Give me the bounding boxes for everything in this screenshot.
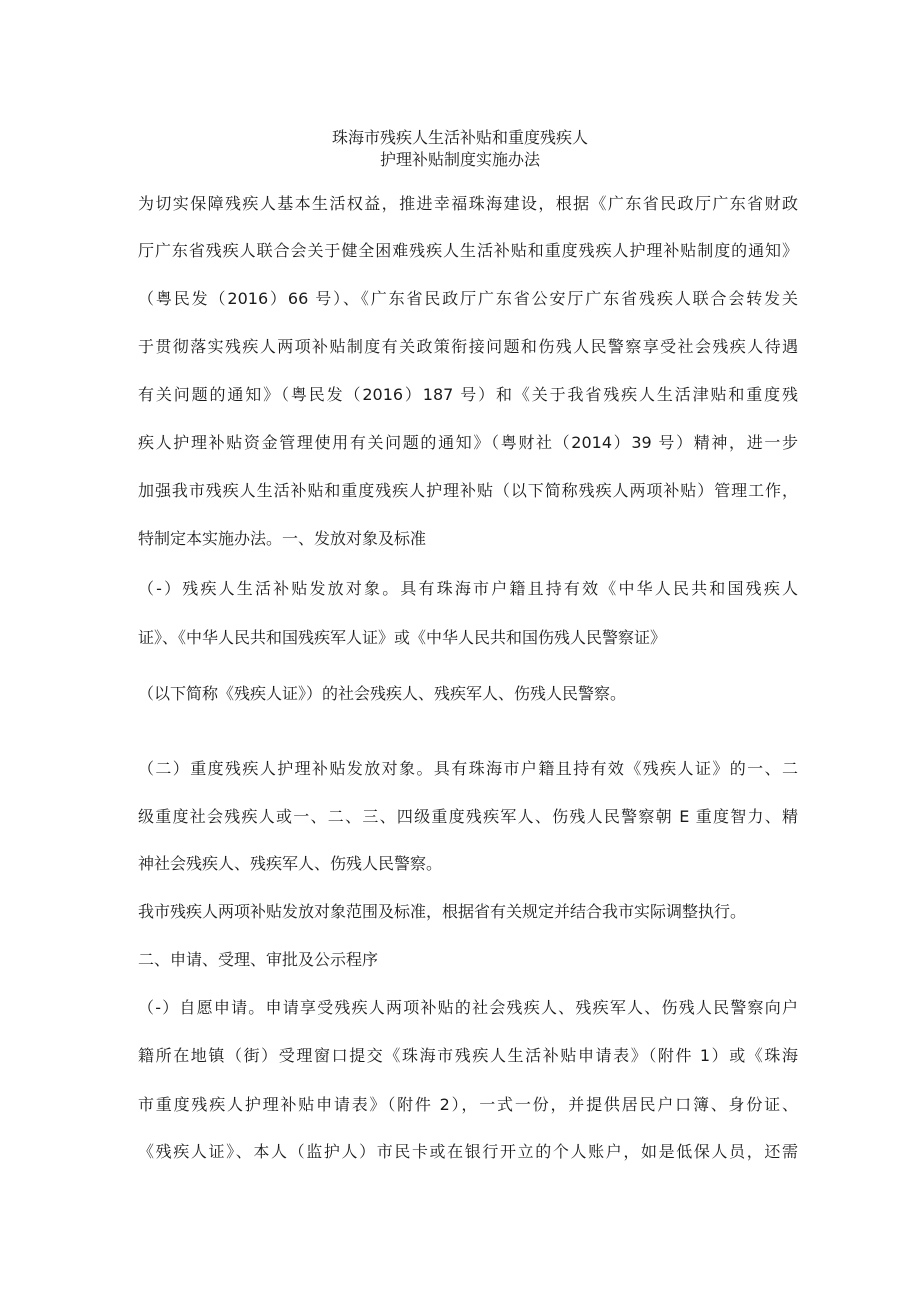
body-line: 市重度残疾人护理补贴申请表》（附件 2），一式一份，并提供居民户口簿、身份证、 bbox=[138, 1095, 798, 1114]
document-title-line-1: 珠海市残疾人生活补贴和重度残疾人 bbox=[331, 128, 588, 147]
body-line: 证》、《中华人民共和国残疾军人证》或《中华人民共和国伤残人民警察证》 bbox=[138, 628, 667, 647]
body-line: 厅广东省残疾人联合会关于健全困难残疾人生活补贴和重度残疾人护理补贴制度的通知》 bbox=[138, 241, 798, 260]
body-line: 我市残疾人两项补贴发放对象范围及标准，根据省有关规定并结合我市实际调整执行。 bbox=[138, 902, 747, 921]
body-line: 特制定本实施办法。一、发放对象及标准 bbox=[138, 529, 427, 548]
body-line: （二）重度残疾人护理补贴发放对象。具有珠海市户籍且持有效《残疾人证》的一、二 bbox=[138, 759, 798, 778]
body-line: 于贯彻落实残疾人两项补贴制度有关政策衔接问题和伤残人民警察享受社会残疾人待遇 bbox=[138, 337, 798, 356]
body-line: 加强我市残疾人生活补贴和重度残疾人护理补贴（以下简称残疾人两项补贴）管理工作， bbox=[138, 481, 798, 500]
body-line: 级重度社会残疾人或一、二、三、四级重度残疾军人、伤残人民警察朝 E 重度智力、精 bbox=[138, 807, 798, 826]
document-title-line-2: 护理补贴制度实施办法 bbox=[379, 150, 540, 169]
body-line: （粤民发（2016）66 号）、《广东省民政厅广东省公安厅广东省残疾人联合会转发关 bbox=[138, 289, 798, 308]
body-line: 籍所在地镇（街）受理窗口提交《珠海市残疾人生活补贴申请表》（附件 1）或《珠海 bbox=[138, 1046, 798, 1065]
body-line: （-）残疾人生活补贴发放对象。具有珠海市户籍且持有效《中华人民共和国残疾人 bbox=[138, 579, 798, 598]
body-line: 《残疾人证》、本人（监护人）市民卡或在银行开立的个人账户，如是低保人员，还需 bbox=[138, 1142, 798, 1161]
body-line: （-）自愿申请。申请享受残疾人两项补贴的社会残疾人、残疾军人、伤残人民警察向户 bbox=[138, 998, 798, 1017]
body-line: 有关问题的通知》（粤民发（2016）187 号）和《关于我省残疾人生活津贴和重度残 bbox=[138, 385, 798, 404]
section-heading: 二、申请、受理、审批及公示程序 bbox=[138, 950, 379, 969]
body-line: 为切实保障残疾人基本生活权益，推进幸福珠海建设，根据《广东省民政厅广东省财政 bbox=[138, 194, 798, 213]
body-line: （以下简称《残疾人证》）的社会残疾人、残疾军人、伤残人民警察。 bbox=[138, 684, 627, 703]
body-line: 神社会残疾人、残疾军人、伤残人民警察。 bbox=[138, 854, 443, 873]
body-line: 疾人护理补贴资金管理使用有关问题的通知》（粤财社（2014）39 号）精神，进一步 bbox=[138, 433, 798, 452]
